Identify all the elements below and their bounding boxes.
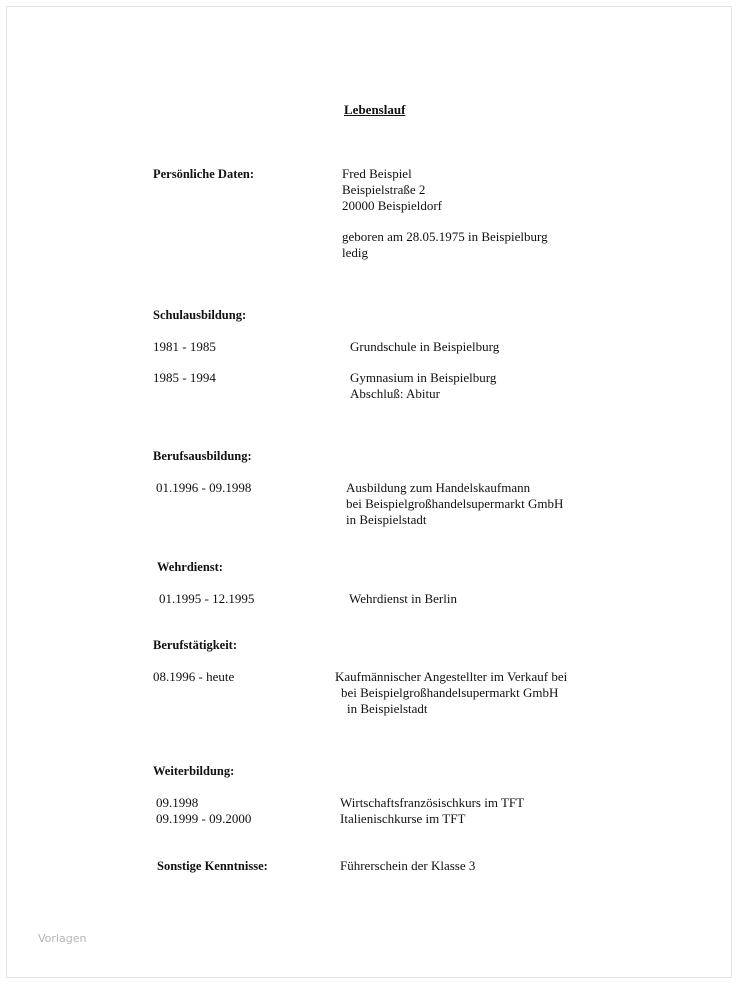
school-entry-1-line: Grundschule in Beispielburg [350, 339, 500, 354]
military-entry-1-line: Wehrdienst in Berlin [349, 591, 457, 606]
training-entry-2-line: Italienischkurse im TFT [340, 811, 466, 826]
other-value: Führerschein der Klasse 3 [340, 858, 476, 873]
training-date-1: 09.1998 [156, 795, 199, 810]
vocational-entry-1-line-1: Ausbildung zum Handelskaufmann [346, 480, 531, 495]
section-label-vocational: Berufsausbildung: [153, 449, 252, 463]
vocational-entry-1 [346, 480, 563, 528]
personal-birth [342, 229, 548, 261]
training-entry-2 [340, 811, 465, 827]
section-label-other: Sonstige Kenntnisse: [157, 859, 268, 873]
work-entry-1-line-3: in Beispielstadt [347, 701, 428, 716]
personal-street: Beispielstraße 2 [342, 182, 426, 197]
personal-name: Fred Beispiel [342, 166, 412, 181]
section-label-school: Schulausbildung: [153, 308, 247, 322]
training-date-2: 09.1999 - 09.2000 [156, 811, 252, 826]
personal-status: ledig [342, 245, 368, 260]
vocational-entry-1-line-3: in Beispielstadt [346, 512, 427, 527]
school-date-1: 1981 - 1985 [153, 339, 216, 354]
school-date-2: 1985 - 1994 [153, 370, 216, 385]
school-entry-1 [350, 339, 499, 355]
work-date-1: 08.1996 - heute [153, 669, 235, 684]
work-entry-1-line-1: Kaufmännischer Angestellter im Verkauf bei [335, 669, 568, 684]
document-title: Lebenslauf [344, 102, 406, 117]
section-label-military: Wehrdienst: [157, 560, 223, 574]
section-label-training: Weiterbildung: [153, 764, 235, 778]
military-date-1: 01.1995 - 12.1995 [159, 591, 255, 606]
training-entry-1 [340, 795, 524, 811]
vocational-date-1: 01.1996 - 09.1998 [156, 480, 252, 495]
vocational-entry-1-line-2: bei Beispielgroßhandelsupermarkt GmbH [346, 496, 564, 511]
work-entry-1-line-2: bei Beispielgroßhandelsupermarkt GmbH [341, 685, 559, 700]
military-entry-1 [349, 591, 457, 607]
section-label-personal: Persönliche Daten: [153, 167, 255, 181]
personal-city: 20000 Beispieldorf [342, 198, 443, 213]
school-entry-2 [350, 370, 496, 402]
section-label-work: Berufstätigkeit: [153, 638, 238, 652]
school-entry-2-line-2: Abschluß: Abitur [350, 386, 440, 401]
work-entry-1 [335, 669, 567, 717]
personal-address [342, 166, 442, 214]
personal-birthdate: geboren am 28.05.1975 in Beispielburg [342, 229, 548, 244]
school-entry-2-line-1: Gymnasium in Beispielburg [350, 370, 497, 385]
watermark-text: Vorlagen [38, 932, 87, 945]
training-entry-1-line: Wirtschaftsfranzösischkurs im TFT [340, 795, 525, 810]
